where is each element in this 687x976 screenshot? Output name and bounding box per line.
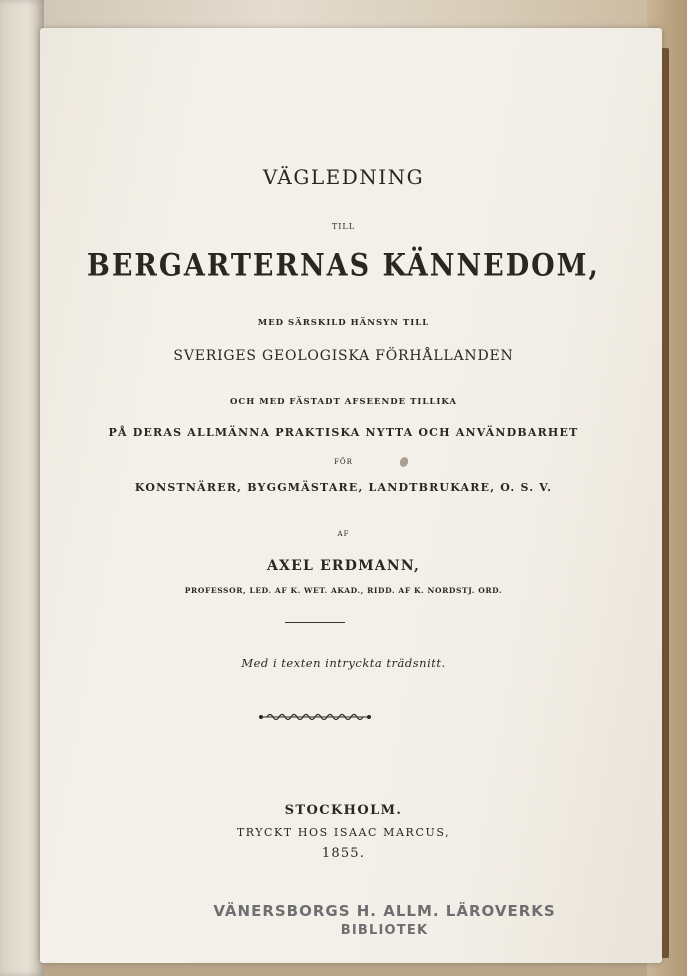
imprint-year: 1855. <box>321 846 366 861</box>
stamp-line-2: BIBLIOTEK <box>340 923 429 938</box>
subtitle-line-1: MED SÄRSKILD HÄNSYN TILL <box>257 318 430 328</box>
author-name: AXEL ERDMANN, <box>266 558 421 574</box>
imprint-printer: TRYCKT HOS ISAAC MARCUS, <box>236 826 451 839</box>
printer-ornament <box>257 711 373 723</box>
divider-rule <box>285 622 345 623</box>
library-stamp <box>212 900 557 952</box>
by-line: AF <box>337 530 350 538</box>
subtitle-line-4: PÅ DERAS ALLMÄNNA PRAKTISKA NYTTA OCH ANVÄNDBARHET <box>108 426 579 439</box>
illustration-note: Med i texten intryckta trädsnitt. <box>241 656 446 670</box>
subtitle-line-5: KONSTNÄRER, BYGGMÄSTARE, LANDTBRUKARE, O. S. V. <box>134 481 553 494</box>
subtitle-for: FÖR <box>334 458 353 466</box>
author-titles: PROFESSOR, LED. AF K. WET. AKAD., RIDD. AF K. NORDSTJ. ORD. <box>184 586 503 595</box>
imprint-city: STOCKHOLM. <box>284 803 403 818</box>
stamp-line-1: VÄNERSBORGS H. ALLM. LÄROVERKS <box>213 902 556 920</box>
subtitle-line-2: SVERIGES GEOLOGISKA FÖRHÅLLANDEN <box>173 348 514 364</box>
title-till: TILL <box>331 222 356 231</box>
title-line-1: VÄGLEDNING <box>262 165 425 189</box>
subtitle-line-3: OCH MED FÄSTADT AFSEENDE TILLIKA <box>230 397 457 407</box>
main-title: BERGARTERNAS KÄNNEDOM, <box>87 247 600 284</box>
